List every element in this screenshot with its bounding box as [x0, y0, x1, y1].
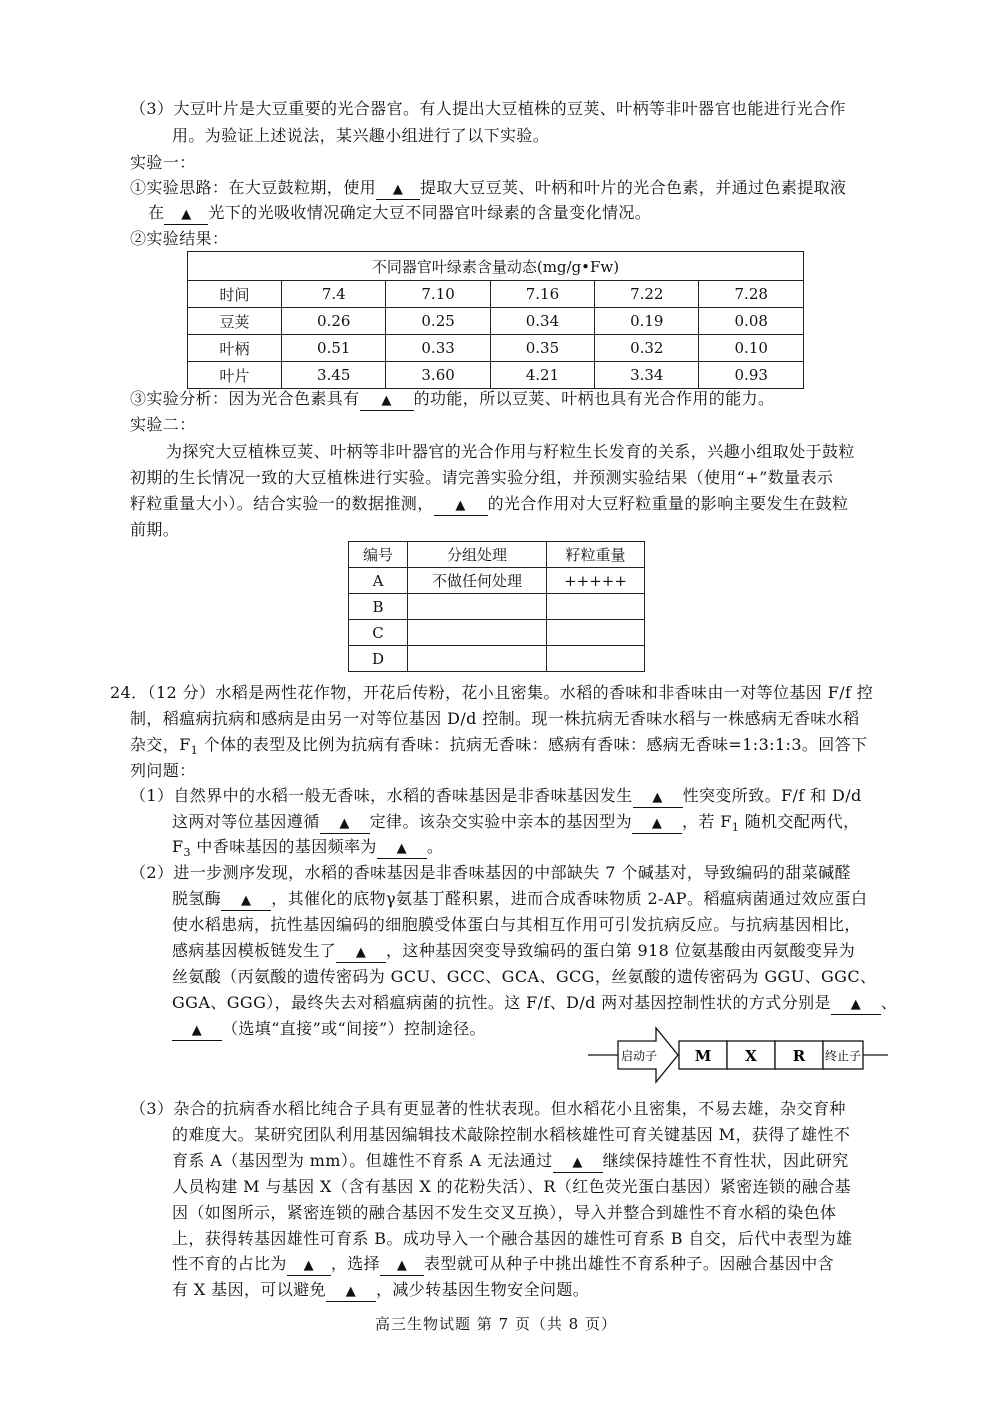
q24-part3-line4: 人员构建 M 与基因 X（含有基因 X 的花粉失活）、R（红色荧光蛋白基因）紧密连锁的融合基 — [172, 1177, 852, 1196]
answer-blank[interactable]: ▲ — [380, 1255, 424, 1276]
table-cell: 0.51 — [282, 335, 386, 362]
exp1-idea-line2: 在 ▲ 光下的光吸收情况确定大豆不同器官叶绿素的含量变化情况。 — [148, 203, 651, 225]
table-cell: 0.32 — [595, 335, 699, 362]
q24-part3-line6: 上，获得转基因雄性可育系 B。成功导入一个融合基因的雄性可育系 B 自交，后代中表型为雄 — [172, 1229, 853, 1248]
exp1-idea-line1: ①实验思路：在大豆鼓粒期，使用 ▲ 提取大豆豆荚、叶柄和叶片的光合色素，并通过色素提取液 — [130, 178, 846, 200]
chlorophyll-table — [187, 251, 804, 389]
table-cell: 7.22 — [595, 281, 699, 308]
q24-part3-line2: 的难度大。某研究团队利用基因编辑技术敲除控制水稻核雄性可育关键基因 M，获得了雄性不 — [172, 1125, 851, 1144]
result-title: ②实验结果： — [130, 229, 229, 248]
fusion-gene-diagram — [588, 1024, 888, 1086]
q24-part2-line3: 使水稻患病，抗性基因编码的细胞膜受体蛋白与其相互作用可引发抗病反应。与抗病基因相比， — [172, 915, 861, 934]
answer-blank[interactable]: ▲ — [553, 1152, 603, 1173]
exp1-analysis: ③实验分析：因为光合色素具有 ▲ 的功能，所以豆荚、叶柄也具有光合作用的能力。 — [130, 389, 774, 411]
q24-stem-line4: 列问题： — [130, 761, 196, 780]
table-cell: 7.4 — [282, 281, 386, 308]
exp2-text-line4: 前期。 — [130, 520, 180, 539]
answer-blank[interactable]: ▲ — [172, 1020, 222, 1041]
table-row — [188, 335, 804, 362]
table-cell: 0.25 — [386, 308, 490, 335]
gene-label-x: X — [745, 1047, 757, 1065]
table-cell[interactable] — [547, 620, 645, 646]
table-cell: 叶片 — [188, 362, 282, 389]
table-cell: 0.10 — [699, 335, 804, 362]
q24-part1-line3: $F_3$ 中香味基因的基因频率为 ▲ 。 — [172, 837, 444, 860]
answer-blank[interactable]: ▲ — [376, 179, 420, 200]
table-row — [349, 568, 645, 594]
gene-label-r: R — [792, 1047, 806, 1065]
q3-intro-line2: 用。为验证上述说法，某兴趣小组进行了以下实验。 — [172, 126, 550, 145]
gene-label-m: M — [694, 1047, 712, 1065]
table-cell: B — [349, 594, 408, 620]
q24-part3-line3: 育系 A（基因型为 mm）。但雄性不育系 A 无法通过 ▲ 继续保持雄性不育性状，因此研究 — [172, 1151, 849, 1173]
table-cell: 3.34 — [595, 362, 699, 389]
table-cell: 豆荚 — [188, 308, 282, 335]
promoter-label: 启动子 — [620, 1049, 658, 1063]
table-cell[interactable] — [547, 594, 645, 620]
table-cell: 0.08 — [699, 308, 804, 335]
answer-blank[interactable]: ▲ — [434, 495, 488, 516]
exp2-text-line3: 籽粒重量大小）。结合实验一的数据推测， ▲ 的光合作用对大豆籽粒重量的影响主要发生在鼓粒 — [130, 494, 848, 516]
q3-intro-line1: （3）大豆叶片是大豆重要的光合器官。有人提出大豆植株的豆荚、叶柄等非叶器官也能进行光合作 — [130, 99, 846, 118]
table-cell: 0.93 — [699, 362, 804, 389]
table-cell: 叶柄 — [188, 335, 282, 362]
q24-stem-line1: 24．（12 分）水稻是两性花作物，开花后传粉，花小且密集。水稻的香味和非香味由一对等位基因 F/f 控 — [110, 683, 874, 702]
table-row — [349, 620, 645, 646]
table-cell: 籽粒重量 — [547, 542, 645, 568]
table-row — [349, 542, 645, 568]
q24-stem-line2: 制，稻瘟病抗病和感病是由另一对等位基因 D/d 控制。现一株抗病无香味水稻与一株感病无香味水稻 — [130, 709, 860, 728]
table-cell[interactable] — [408, 594, 547, 620]
q24-part2-line1: （2）进一步测序发现，水稻的香味基因是非香味基因的中部缺失 7 个碱基对，导致编码的甜菜碱醛 — [130, 863, 851, 882]
table-cell: 7.16 — [490, 281, 594, 308]
table-cell: D — [349, 646, 408, 672]
table-row — [349, 646, 645, 672]
answer-blank[interactable]: ▲ — [320, 813, 370, 834]
answer-blank[interactable]: ▲ — [326, 1281, 376, 1302]
table-cell: 7.28 — [699, 281, 804, 308]
table-cell[interactable] — [547, 646, 645, 672]
answer-blank[interactable]: ▲ — [287, 1255, 331, 1276]
answer-blank[interactable]: ▲ — [221, 890, 271, 911]
answer-blank[interactable]: ▲ — [633, 787, 683, 808]
table-row — [188, 281, 804, 308]
table-cell: 3.60 — [386, 362, 490, 389]
table-cell[interactable] — [408, 646, 547, 672]
table-cell: 时间 — [188, 281, 282, 308]
table-cell: 0.26 — [282, 308, 386, 335]
q24-part3-line1: （3）杂合的抗病香水稻比纯合子具有更显著的性状表现。但水稻花小且密集，不易去雄，杂交育种 — [130, 1099, 846, 1118]
exp2-text-line1: 为探究大豆植株豆荚、叶柄等非叶器官的光合作用与籽粒生长发育的关系，兴趣小组取处于鼓粒 — [166, 442, 855, 461]
page-footer: 高三生物试题 第 7 页（共 8 页） — [375, 1315, 617, 1333]
table-cell: 分组处理 — [408, 542, 547, 568]
table-cell: 0.35 — [490, 335, 594, 362]
table-cell: 0.19 — [595, 308, 699, 335]
table-row — [349, 594, 645, 620]
answer-blank[interactable]: ▲ — [164, 204, 208, 225]
exp2-text-line2: 初期的生长情况一致的大豆植株进行实验。请完善实验分组，并预测实验结果（使用“+”数量表示 — [130, 468, 834, 487]
table-cell: 0.34 — [490, 308, 594, 335]
table-title: 不同器官叶绿素含量动态(mg/g•Fw) — [188, 252, 804, 281]
table-cell: A — [349, 568, 408, 594]
q24-part2-line4: 感病基因模板链发生了 ▲ ，这种基因突变导致编码的蛋白第 918 位氨基酸由丙氨酸变异为 — [172, 941, 855, 963]
terminator-label: 终止子 — [824, 1049, 862, 1063]
exp1-title: 实验一： — [130, 153, 196, 172]
table-cell: 0.33 — [386, 335, 490, 362]
table-cell: 7.10 — [386, 281, 490, 308]
table-cell: 不做任何处理 — [408, 568, 547, 594]
answer-blank[interactable]: ▲ — [632, 813, 682, 834]
answer-blank[interactable]: ▲ — [377, 838, 427, 859]
table-row — [188, 308, 804, 335]
answer-blank[interactable]: ▲ — [336, 942, 386, 963]
table-cell: 3.45 — [282, 362, 386, 389]
table-cell: 编号 — [349, 542, 408, 568]
q24-part1-line2: 这两对等位基因遵循 ▲ 定律。该杂交实验中亲本的基因型为 ▲ ，若 $F_1$ 随机交配两代， — [172, 812, 860, 835]
q24-part2-line6: GGA、GGG），最终失去对稻瘟病菌的抗性。这 F/f、D/d 两对基因控制性状的方式分别是 ▲ 、 — [172, 993, 897, 1015]
exp2-title: 实验二： — [130, 415, 196, 434]
q24-part2-line5: 丝氨酸（丙氨酸的遗传密码为 GCU、GCC、GCA、GCG，丝氨酸的遗传密码为 GGU、GGC、 — [172, 967, 877, 986]
q24-part3-line7: 性不育的占比为 ▲ ，选择 ▲ 表型就可从种子中挑出雄性不育系种子。因融合基因中含 — [172, 1254, 834, 1276]
q24-part3-line8: 有 X 基因，可以避免 ▲ ，减少转基因生物安全问题。 — [172, 1280, 589, 1302]
table-cell: 4.21 — [490, 362, 594, 389]
table-cell[interactable] — [408, 620, 547, 646]
table-row — [188, 362, 804, 389]
q24-stem-line3: 杂交，$F_1$ 个体的表型及比例为抗病有香味：抗病无香味：感病有香味：感病无香味=1:3:1:3。回答下 — [130, 735, 868, 758]
q24-part2-line7: ▲ （选填“直接”或“间接”）控制途径。 — [172, 1019, 486, 1041]
q24-part3-line5: 因（如图所示，紧密连锁的融合基因不发生交叉互换），导入并整合到雄性不育水稻的染色体 — [172, 1203, 837, 1222]
q24-part1-line1: （1）自然界中的水稻一般无香味，水稻的香味基因是非香味基因发生 ▲ 性突变所致。F/f 和 D/d — [130, 786, 862, 808]
grouping-table — [348, 541, 645, 672]
answer-blank[interactable]: ▲ — [831, 994, 881, 1015]
answer-blank[interactable]: ▲ — [360, 390, 414, 411]
table-cell: +++++ — [547, 568, 645, 594]
q24-part2-line2: 脱氢酶 ▲ ，其催化的底物γ氨基丁醛积累，进而合成香味物质 2-AP。稻瘟病菌通过效应蛋白 — [172, 889, 867, 911]
table-cell: C — [349, 620, 408, 646]
